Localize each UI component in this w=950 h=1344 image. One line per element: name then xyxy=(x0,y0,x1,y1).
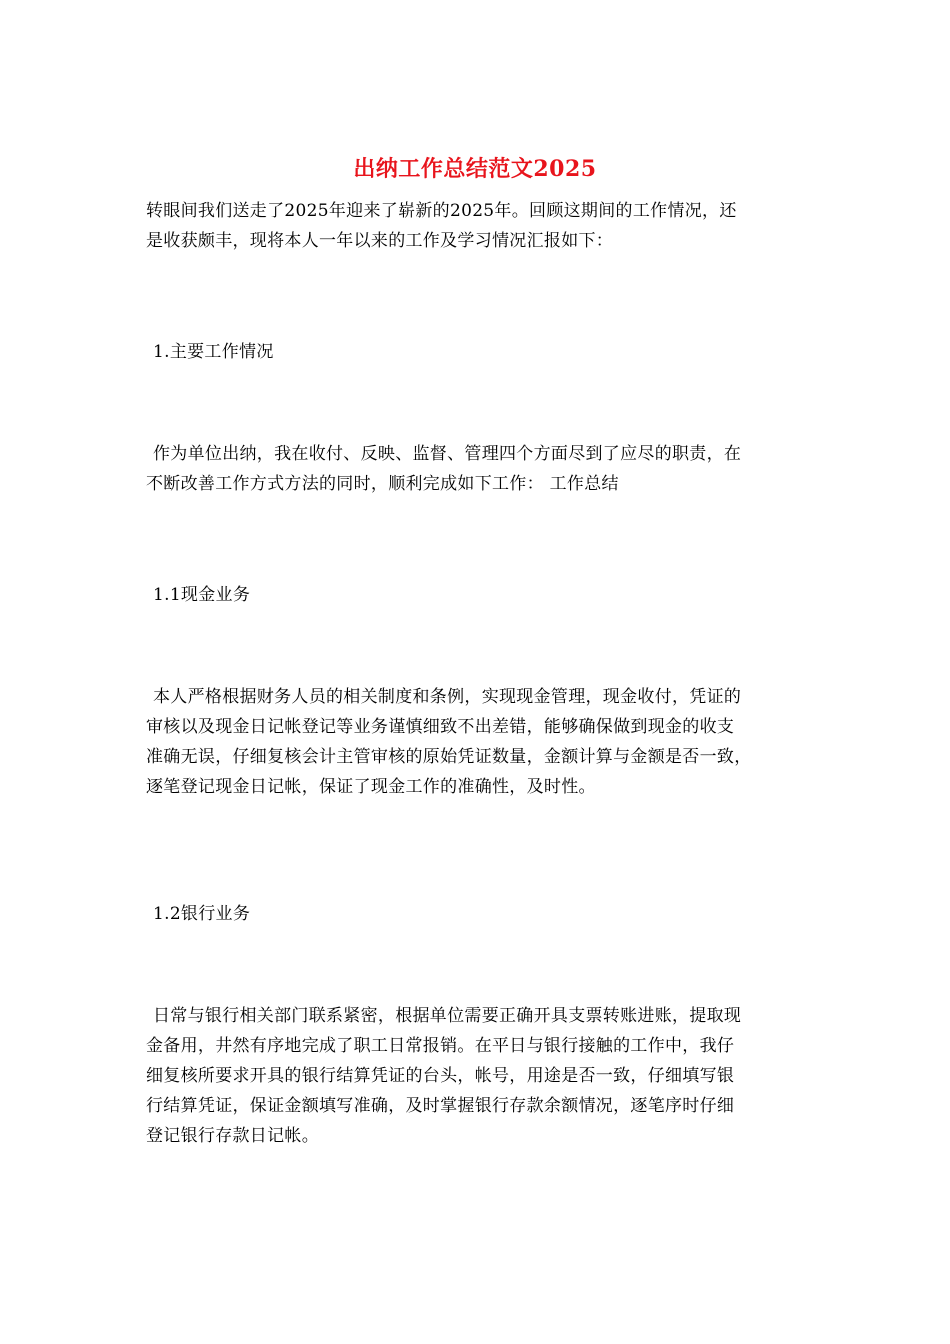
section-1-1-paragraph xyxy=(146,682,810,802)
section-heading-text: 1.主要工作情况 xyxy=(153,342,274,362)
section-heading-1-2 xyxy=(146,899,817,929)
intro-paragraph xyxy=(146,196,810,256)
paragraph-line: 审核以及现金日记帐登记等业务谨慎细致不出差错，能够确保做到现金的收支 xyxy=(146,717,735,737)
section-heading-1-1 xyxy=(146,580,817,610)
paragraph-line: 登记银行存款日记帐。 xyxy=(146,1126,319,1146)
document-title: 出纳工作总结范文2025 xyxy=(353,156,597,182)
paragraph-line: 行结算凭证，保证金额填写准确，及时掌握银行存款余额情况，逐笔序时仔细 xyxy=(146,1096,735,1116)
paragraph-line: 不断改善工作方式方法的同时，顺利完成如下工作： 工作总结 xyxy=(146,474,619,494)
paragraph-line: 准确无误，仔细复核会计主管审核的原始凭证数量，金额计算与金额是否一致， xyxy=(146,747,752,767)
paragraph-line: 逐笔登记现金日记帐，保证了现金工作的准确性，及时性。 xyxy=(146,777,596,797)
paragraph-line: 金备用，井然有序地完成了职工日常报销。在平日与银行接触的工作中，我仔 xyxy=(146,1036,735,1056)
intro-line: 是收获颇丰，现将本人一年以来的工作及学习情况汇报如下： xyxy=(146,231,614,251)
paragraph-line: 细复核所要求开具的银行结算凭证的台头，帐号，用途是否一致，仔细填写银 xyxy=(146,1066,735,1086)
paragraph-line: 本人严格根据财务人员的相关制度和条例，实现现金管理，现金收付，凭证的 xyxy=(153,687,742,707)
section-heading-text: 1.2银行业务 xyxy=(153,904,251,924)
section-1-2-paragraph xyxy=(146,1001,810,1151)
section-heading-1 xyxy=(146,337,817,367)
paragraph-line: 作为单位出纳，我在收付、反映、监督、管理四个方面尽到了应尽的职责，在 xyxy=(153,444,742,464)
section-heading-text: 1.1现金业务 xyxy=(153,585,251,605)
section-1-paragraph xyxy=(146,439,810,499)
intro-line: 转眼间我们送走了2025年迎来了崭新的2025年。回顾这期间的工作情况，还 xyxy=(146,201,737,221)
paragraph-line: 日常与银行相关部门联系紧密，根据单位需要正确开具支票转账进账，提取现 xyxy=(153,1006,742,1026)
